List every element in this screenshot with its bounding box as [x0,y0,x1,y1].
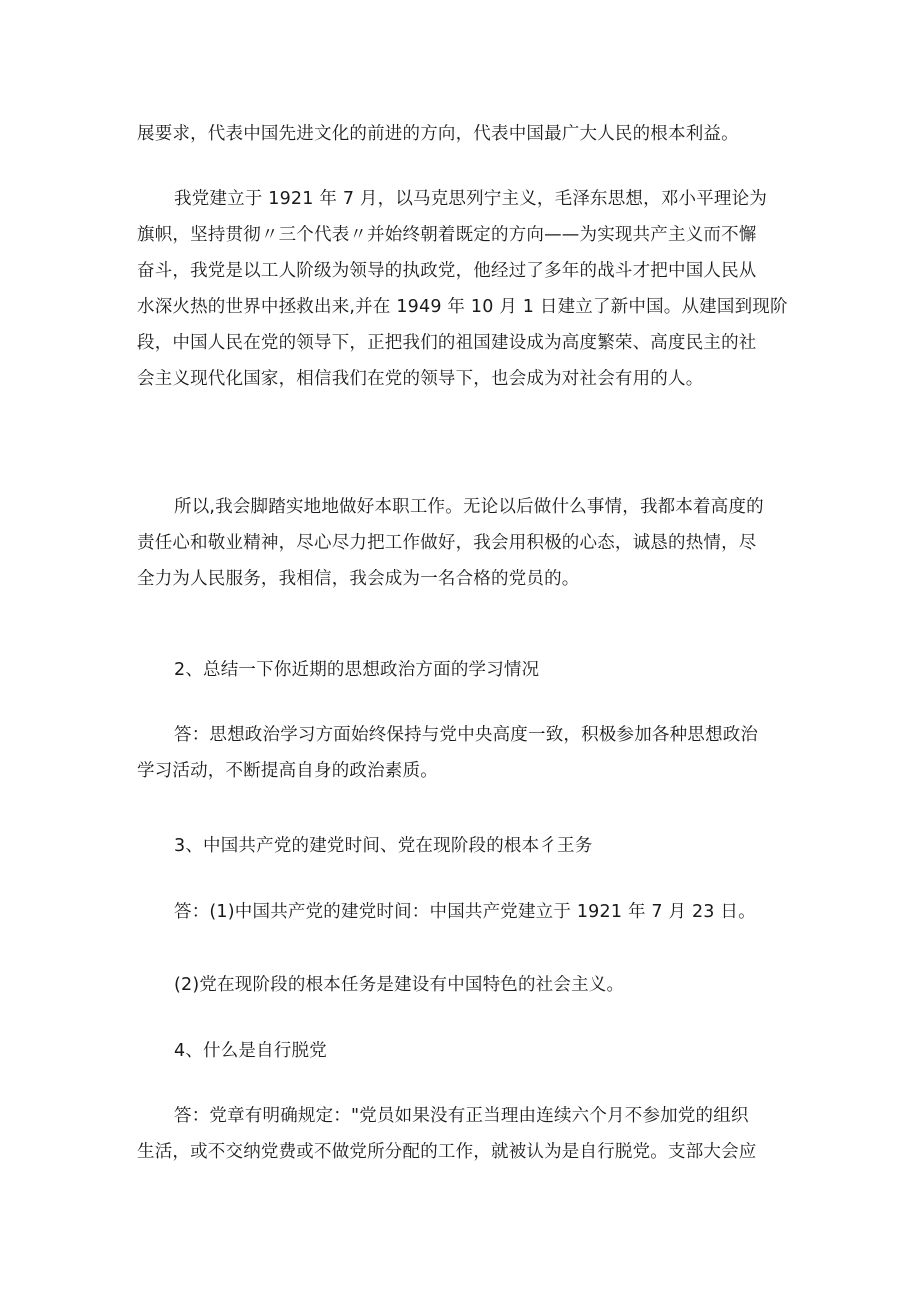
text-line: (2)党在现阶段的根本任务是建设有中国特色的社会主义。 [174,975,625,995]
question-text: 2、总结一下你近期的思想政治方面的学习情况 [174,660,540,680]
paragraph-commitment [137,489,787,597]
text-line: 学习活动，不断提高自身的政治素质。 [137,761,438,781]
paragraph-party-history [137,181,787,397]
answer-3-part-1 [137,894,787,930]
text-line: 展要求，代表中国先进文化的前进的方向，代表中国最广大人民的根本利益。 [137,124,739,144]
answer-3-part-2 [137,967,787,1003]
paragraph-ending [137,116,787,152]
text-line: 段，中国人民在党的领导下，正把我们的祖国建设成为高度繁荣、高度民主的社 [137,333,757,353]
text-line: 全力为人民服务，我相信，我会成为一名合格的党员的。 [137,569,580,589]
answer-4 [137,1098,787,1170]
text-line: 答：思想政治学习方面始终保持与党中央高度一致，积极参加各种思想政治 [174,725,759,745]
text-line: 会主义现代化国家，相信我们在党的领导下，也会成为对社会有用的人。 [137,369,704,389]
question-2 [137,652,787,688]
text-line: 水深火热的世界中拯救出来,并在 1949 年 10 月 1 日建立了新中国。从建国到现阶 [137,297,788,317]
question-4 [137,1033,787,1069]
text-line: 答：党章有明确规定："党员如果没有正当理由连续六个月不参加党的组织 [174,1106,749,1126]
answer-2 [137,717,787,789]
text-line: 我党建立于 1921 年 7 月，以马克思列宁主义，毛泽东思想，邓小平理论为 [174,189,768,209]
text-line: 答：(1)中国共产党的建党时间：中国共产党建立于 1921 年 7 月 23 日。 [174,902,756,922]
question-text: 4、什么是自行脱党 [174,1041,327,1061]
text-line: 旗帜，坚持贯彻〃三个代表〃并始终朝着既定的方向——为实现共产主义而不懈 [137,225,757,245]
question-text: 3、中国共产党的建党时间、党在现阶段的根本彳王务 [174,836,593,856]
question-3 [137,828,787,864]
text-line: 奋斗，我党是以工人阶级为领导的执政党，他经过了多年的战斗才把中国人民从 [137,261,757,281]
text-line: 所以,我会脚踏实地地做好本职工作。无论以后做什么事情，我都本着高度的 [174,497,764,517]
text-line: 生活，或不交纳党费或不做党所分配的工作，就被认为是自行脱党。支部大会应 [137,1142,757,1162]
text-line: 责任心和敬业精神，尽心尽力把工作做好，我会用积极的心态，诚恳的热情，尽 [137,533,757,553]
